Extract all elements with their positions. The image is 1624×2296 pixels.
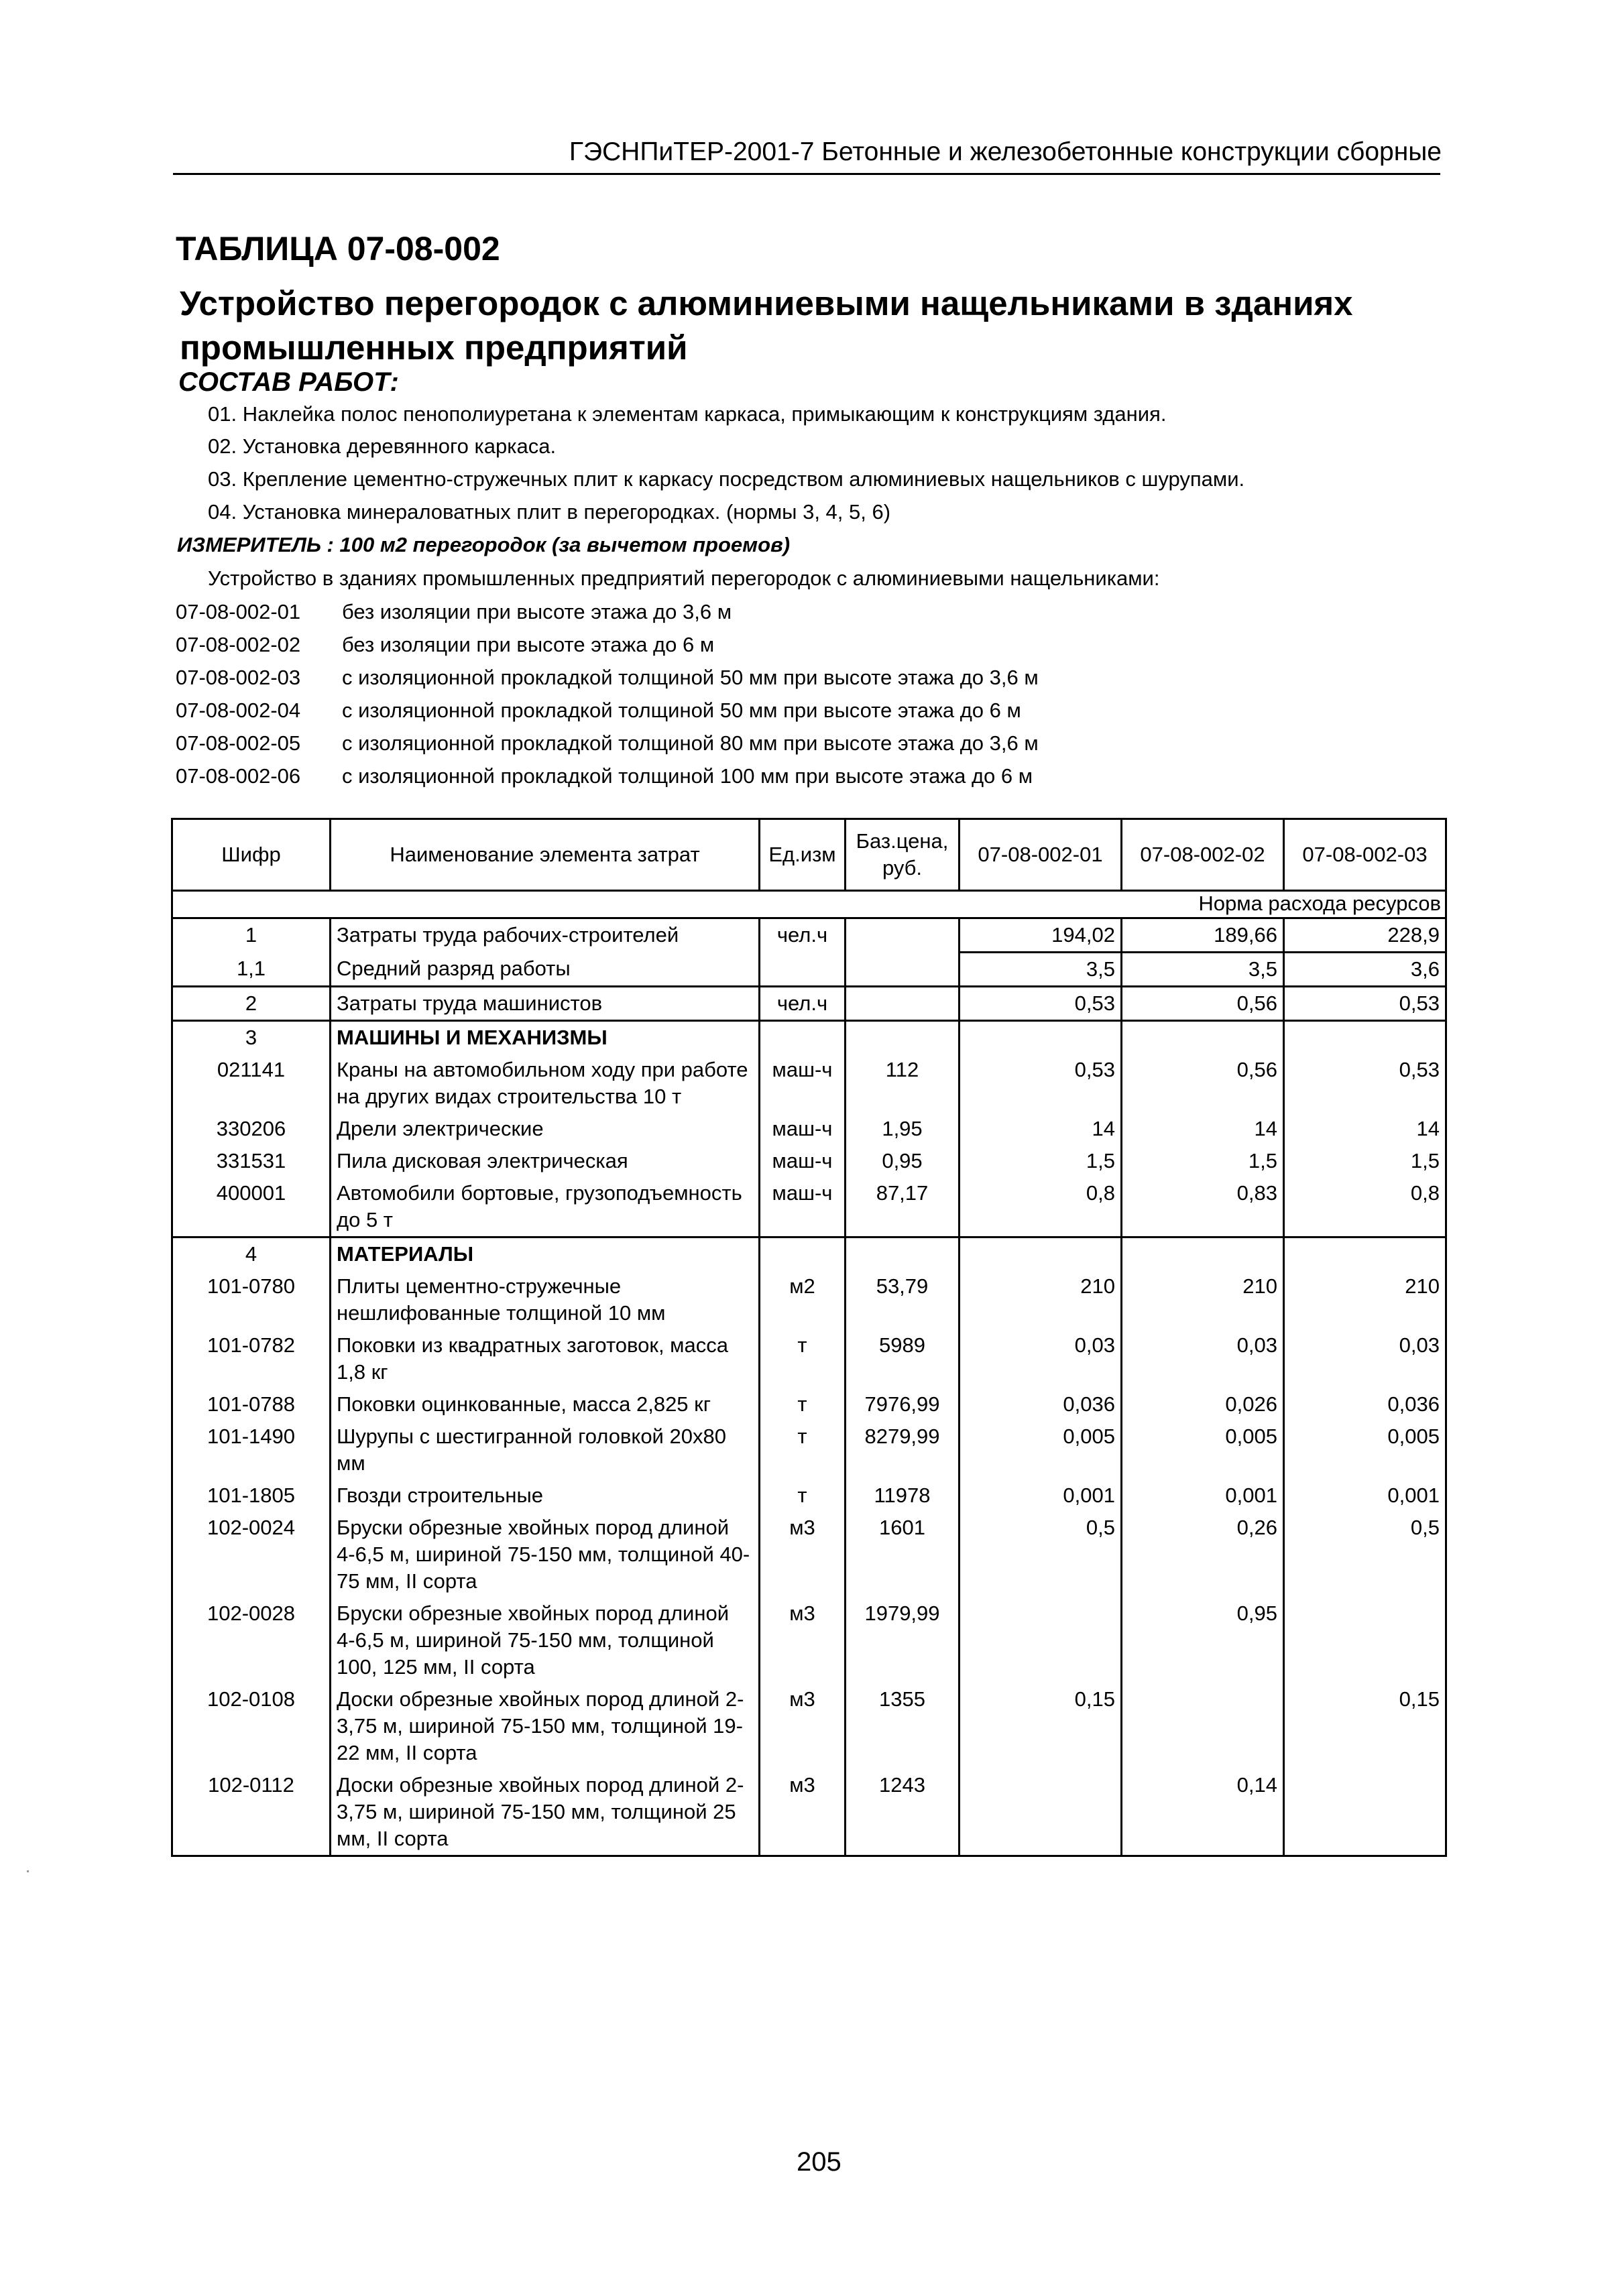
row-value-01: 0,53 bbox=[960, 1054, 1122, 1113]
row-name: Краны на автомобильном ходу при работе на других видах строительства 10 т bbox=[331, 1054, 760, 1113]
row-value-02: 0,03 bbox=[1122, 1329, 1284, 1388]
row-code: 4 bbox=[172, 1237, 331, 1271]
row-value-02: 189,66 bbox=[1122, 918, 1284, 953]
row-value-02: 3,5 bbox=[1122, 953, 1284, 987]
row-price: 1,95 bbox=[846, 1113, 960, 1145]
row-name: Средний разряд работы bbox=[331, 953, 760, 987]
row-code: 102-0028 bbox=[172, 1597, 331, 1683]
row-value-03: 0,15 bbox=[1284, 1683, 1446, 1769]
row-value-02: 210 bbox=[1122, 1270, 1284, 1329]
row-unit: м3 bbox=[760, 1683, 846, 1769]
running-header: ГЭСНПиТЕР-2001-7 Бетонные и железобетонные конструкции сборные bbox=[569, 137, 1442, 166]
row-code: 101-1490 bbox=[172, 1421, 331, 1479]
row-value-03: 0,001 bbox=[1284, 1479, 1446, 1512]
row-code: 021141 bbox=[172, 1054, 331, 1113]
row-code: 101-1805 bbox=[172, 1479, 331, 1512]
row-value-02 bbox=[1122, 1021, 1284, 1054]
row-value-02: 1,5 bbox=[1122, 1145, 1284, 1177]
row-code: 102-0112 bbox=[172, 1769, 331, 1856]
table-row bbox=[172, 1479, 1446, 1512]
row-price bbox=[846, 1021, 960, 1054]
table-row bbox=[172, 1145, 1446, 1177]
table-row bbox=[172, 1329, 1446, 1388]
row-price: 1979,99 bbox=[846, 1597, 960, 1683]
row-value-01: 1,5 bbox=[960, 1145, 1122, 1177]
row-price: 7976,99 bbox=[846, 1388, 960, 1421]
row-name: Затраты труда рабочих-строителей bbox=[331, 918, 760, 953]
row-value-01: 0,03 bbox=[960, 1329, 1122, 1388]
row-name: Шурупы с шестигранной головкой 20х80 мм bbox=[331, 1421, 760, 1479]
row-price bbox=[846, 987, 960, 1021]
row-name: Поковки оцинкованные, масса 2,825 кг bbox=[331, 1388, 760, 1421]
table-row bbox=[172, 1597, 1446, 1683]
row-value-01: 0,036 bbox=[960, 1388, 1122, 1421]
row-code: 2 bbox=[172, 987, 331, 1021]
table-row bbox=[172, 1769, 1446, 1856]
variant-code: 07-08-002-06 bbox=[176, 764, 301, 788]
row-value-01: 0,15 bbox=[960, 1683, 1122, 1769]
row-value-01 bbox=[960, 1021, 1122, 1054]
row-price bbox=[846, 953, 960, 987]
operation-item: 01. Наклейка полос пенополиуретана к элементам каркаса, примыкающим к конструкциям здания. bbox=[208, 402, 1167, 426]
row-value-01: 0,5 bbox=[960, 1512, 1122, 1597]
variant-desc: с изоляционной прокладкой толщиной 80 мм при высоте этажа до 3,6 м bbox=[342, 731, 1039, 755]
row-value-01 bbox=[960, 1237, 1122, 1271]
main-title: Устройство перегородок с алюминиевыми нащельниками в зданиях промышленных предприятий bbox=[180, 284, 1353, 367]
row-value-03: 210 bbox=[1284, 1270, 1446, 1329]
operation-item: 02. Установка деревянного каркаса. bbox=[208, 434, 557, 458]
row-value-03: 14 bbox=[1284, 1113, 1446, 1145]
table-row bbox=[172, 1177, 1446, 1237]
header-name: Наименование элемента затрат bbox=[331, 819, 760, 891]
row-value-02: 0,56 bbox=[1122, 987, 1284, 1021]
table-row bbox=[172, 1237, 1446, 1271]
row-value-01: 210 bbox=[960, 1270, 1122, 1329]
row-unit bbox=[760, 1237, 846, 1271]
row-value-02 bbox=[1122, 1237, 1284, 1271]
row-code: 101-0780 bbox=[172, 1270, 331, 1329]
table-row bbox=[172, 1054, 1446, 1113]
header-unit: Ед.изм bbox=[760, 819, 846, 891]
row-unit: маш-ч bbox=[760, 1113, 846, 1145]
table-row bbox=[172, 953, 1446, 987]
operation-item: 04. Установка минераловатных плит в перегородках. (нормы 3, 4, 5, 6) bbox=[208, 500, 891, 524]
header-rule bbox=[173, 173, 1440, 175]
row-unit: маш-ч bbox=[760, 1054, 846, 1113]
row-value-03 bbox=[1284, 1021, 1446, 1054]
table-row bbox=[172, 1113, 1446, 1145]
variant-desc: без изоляции при высоте этажа до 3,6 м bbox=[342, 600, 732, 623]
row-unit: м3 bbox=[760, 1512, 846, 1597]
row-name: Пила дисковая электрическая bbox=[331, 1145, 760, 1177]
row-value-01: 0,001 bbox=[960, 1479, 1122, 1512]
variants-intro: Устройство в зданиях промышленных предприятий перегородок с алюминиевыми нащельниками: bbox=[208, 566, 1160, 590]
row-value-03: 0,03 bbox=[1284, 1329, 1446, 1388]
row-value-03: 0,53 bbox=[1284, 987, 1446, 1021]
row-code: 102-0024 bbox=[172, 1512, 331, 1597]
works-heading: СОСТАВ РАБОТ: bbox=[178, 367, 399, 397]
row-value-01: 0,8 bbox=[960, 1177, 1122, 1237]
row-value-01 bbox=[960, 1769, 1122, 1856]
variant-desc: без изоляции при высоте этажа до 6 м bbox=[342, 633, 715, 656]
row-price: 8279,99 bbox=[846, 1421, 960, 1479]
row-unit: т bbox=[760, 1421, 846, 1479]
row-name: Бруски обрезные хвойных пород длиной 4-6,5 м, шириной 75-150 мм, толщиной 100, 125 мм, II сорта bbox=[331, 1597, 760, 1683]
header-variant-02: 07-08-002-02 bbox=[1122, 819, 1284, 891]
row-value-02: 0,95 bbox=[1122, 1597, 1284, 1683]
table-row bbox=[172, 1388, 1446, 1421]
table-row bbox=[172, 1421, 1446, 1479]
row-price bbox=[846, 1237, 960, 1271]
row-unit bbox=[760, 953, 846, 987]
row-code: 102-0108 bbox=[172, 1683, 331, 1769]
variant-code: 07-08-002-02 bbox=[176, 633, 301, 656]
header-code: Шифр bbox=[172, 819, 331, 891]
row-value-02: 0,026 bbox=[1122, 1388, 1284, 1421]
resource-table bbox=[171, 818, 1447, 1857]
scan-speck bbox=[27, 1870, 29, 1872]
row-price bbox=[846, 918, 960, 953]
row-value-02: 0,14 bbox=[1122, 1769, 1284, 1856]
row-value-03: 1,5 bbox=[1284, 1145, 1446, 1177]
table-title: ТАБЛИЦА 07-08-002 bbox=[176, 230, 500, 267]
row-value-02: 0,26 bbox=[1122, 1512, 1284, 1597]
row-name: Плиты цементно-стружечные нешлифованные толщиной 10 мм bbox=[331, 1270, 760, 1329]
row-value-03 bbox=[1284, 1597, 1446, 1683]
row-name: Автомобили бортовые, грузоподъемность до 5 т bbox=[331, 1177, 760, 1237]
row-price: 112 bbox=[846, 1054, 960, 1113]
row-value-01: 0,005 bbox=[960, 1421, 1122, 1479]
row-code: 101-0788 bbox=[172, 1388, 331, 1421]
variant-code: 07-08-002-05 bbox=[176, 731, 301, 755]
table-row bbox=[172, 1270, 1446, 1329]
variant-code: 07-08-002-04 bbox=[176, 699, 301, 722]
table-row bbox=[172, 1021, 1446, 1054]
row-value-03: 3,6 bbox=[1284, 953, 1446, 987]
row-unit: чел.ч bbox=[760, 987, 846, 1021]
measure-value: 100 м2 перегородок (за вычетом проемов) bbox=[333, 533, 791, 556]
row-unit: т bbox=[760, 1479, 846, 1512]
row-code: 101-0782 bbox=[172, 1329, 331, 1388]
row-value-02 bbox=[1122, 1683, 1284, 1769]
row-code: 331531 bbox=[172, 1145, 331, 1177]
page-number: 205 bbox=[797, 2147, 842, 2177]
row-name: Поковки из квадратных заготовок, масса 1,8 кг bbox=[331, 1329, 760, 1388]
row-value-01: 194,02 bbox=[960, 918, 1122, 953]
header-price: Баз.цена, руб. bbox=[846, 819, 960, 891]
variant-desc: с изоляционной прокладкой толщиной 50 мм при высоте этажа до 3,6 м bbox=[342, 666, 1039, 689]
operation-item: 03. Крепление цементно-стружечных плит к каркасу посредством алюминиевых нащельников с шурупами. bbox=[208, 467, 1245, 491]
measure-label: ИЗМЕРИТЕЛЬ : bbox=[177, 533, 334, 556]
row-price: 5989 bbox=[846, 1329, 960, 1388]
header-variant-01: 07-08-002-01 bbox=[960, 819, 1122, 891]
table-header-row bbox=[172, 819, 1446, 891]
row-unit: м2 bbox=[760, 1270, 846, 1329]
row-unit: маш-ч bbox=[760, 1177, 846, 1237]
row-unit: т bbox=[760, 1329, 846, 1388]
row-code: 1 bbox=[172, 918, 331, 953]
norm-label-row bbox=[172, 891, 1446, 918]
row-code: 3 bbox=[172, 1021, 331, 1054]
row-value-02: 14 bbox=[1122, 1113, 1284, 1145]
row-value-03 bbox=[1284, 1237, 1446, 1271]
row-value-03: 0,5 bbox=[1284, 1512, 1446, 1597]
row-price: 53,79 bbox=[846, 1270, 960, 1329]
row-value-02: 0,001 bbox=[1122, 1479, 1284, 1512]
header-variant-03: 07-08-002-03 bbox=[1284, 819, 1446, 891]
table-row bbox=[172, 918, 1446, 953]
row-value-03: 228,9 bbox=[1284, 918, 1446, 953]
row-price: 1601 bbox=[846, 1512, 960, 1597]
row-unit: м3 bbox=[760, 1769, 846, 1856]
row-name: МАТЕРИАЛЫ bbox=[331, 1237, 760, 1271]
measure-line bbox=[177, 533, 790, 557]
row-price: 0,95 bbox=[846, 1145, 960, 1177]
table-row bbox=[172, 1512, 1446, 1597]
row-value-01: 14 bbox=[960, 1113, 1122, 1145]
variant-desc: с изоляционной прокладкой толщиной 50 мм при высоте этажа до 6 м bbox=[342, 699, 1021, 722]
table-row bbox=[172, 987, 1446, 1021]
row-value-02: 0,005 bbox=[1122, 1421, 1284, 1479]
variant-desc: с изоляционной прокладкой толщиной 100 мм при высоте этажа до 6 м bbox=[342, 764, 1033, 788]
row-value-03: 0,53 bbox=[1284, 1054, 1446, 1113]
row-unit bbox=[760, 1021, 846, 1054]
row-value-01 bbox=[960, 1597, 1122, 1683]
row-value-03: 0,005 bbox=[1284, 1421, 1446, 1479]
row-unit: т bbox=[760, 1388, 846, 1421]
row-value-02: 0,56 bbox=[1122, 1054, 1284, 1113]
variant-code: 07-08-002-01 bbox=[176, 600, 301, 623]
row-value-03: 0,036 bbox=[1284, 1388, 1446, 1421]
row-code: 400001 bbox=[172, 1177, 331, 1237]
row-value-03: 0,8 bbox=[1284, 1177, 1446, 1237]
row-unit: м3 bbox=[760, 1597, 846, 1683]
row-name: Доски обрезные хвойных пород длиной 2-3,75 м, шириной 75-150 мм, толщиной 19-22 мм, II сорта bbox=[331, 1683, 760, 1769]
row-name: Затраты труда машинистов bbox=[331, 987, 760, 1021]
row-name: Доски обрезные хвойных пород длиной 2-3,75 м, шириной 75-150 мм, толщиной 25 мм, II сорта bbox=[331, 1769, 760, 1856]
row-unit: чел.ч bbox=[760, 918, 846, 953]
row-price: 1243 bbox=[846, 1769, 960, 1856]
row-unit: маш-ч bbox=[760, 1145, 846, 1177]
row-value-01: 3,5 bbox=[960, 953, 1122, 987]
row-name: МАШИНЫ И МЕХАНИЗМЫ bbox=[331, 1021, 760, 1054]
norm-label: Норма расхода ресурсов bbox=[172, 891, 1446, 918]
row-name: Гвозди строительные bbox=[331, 1479, 760, 1512]
row-value-02: 0,83 bbox=[1122, 1177, 1284, 1237]
row-value-03 bbox=[1284, 1769, 1446, 1856]
variant-code: 07-08-002-03 bbox=[176, 666, 301, 689]
row-name: Дрели электрические bbox=[331, 1113, 760, 1145]
row-value-01: 0,53 bbox=[960, 987, 1122, 1021]
table-row bbox=[172, 1683, 1446, 1769]
row-price: 1355 bbox=[846, 1683, 960, 1769]
row-name: Бруски обрезные хвойных пород длиной 4-6,5 м, шириной 75-150 мм, толщиной 40-75 мм, II сорта bbox=[331, 1512, 760, 1597]
row-price: 11978 bbox=[846, 1479, 960, 1512]
row-price: 87,17 bbox=[846, 1177, 960, 1237]
row-code: 1,1 bbox=[172, 953, 331, 987]
row-code: 330206 bbox=[172, 1113, 331, 1145]
